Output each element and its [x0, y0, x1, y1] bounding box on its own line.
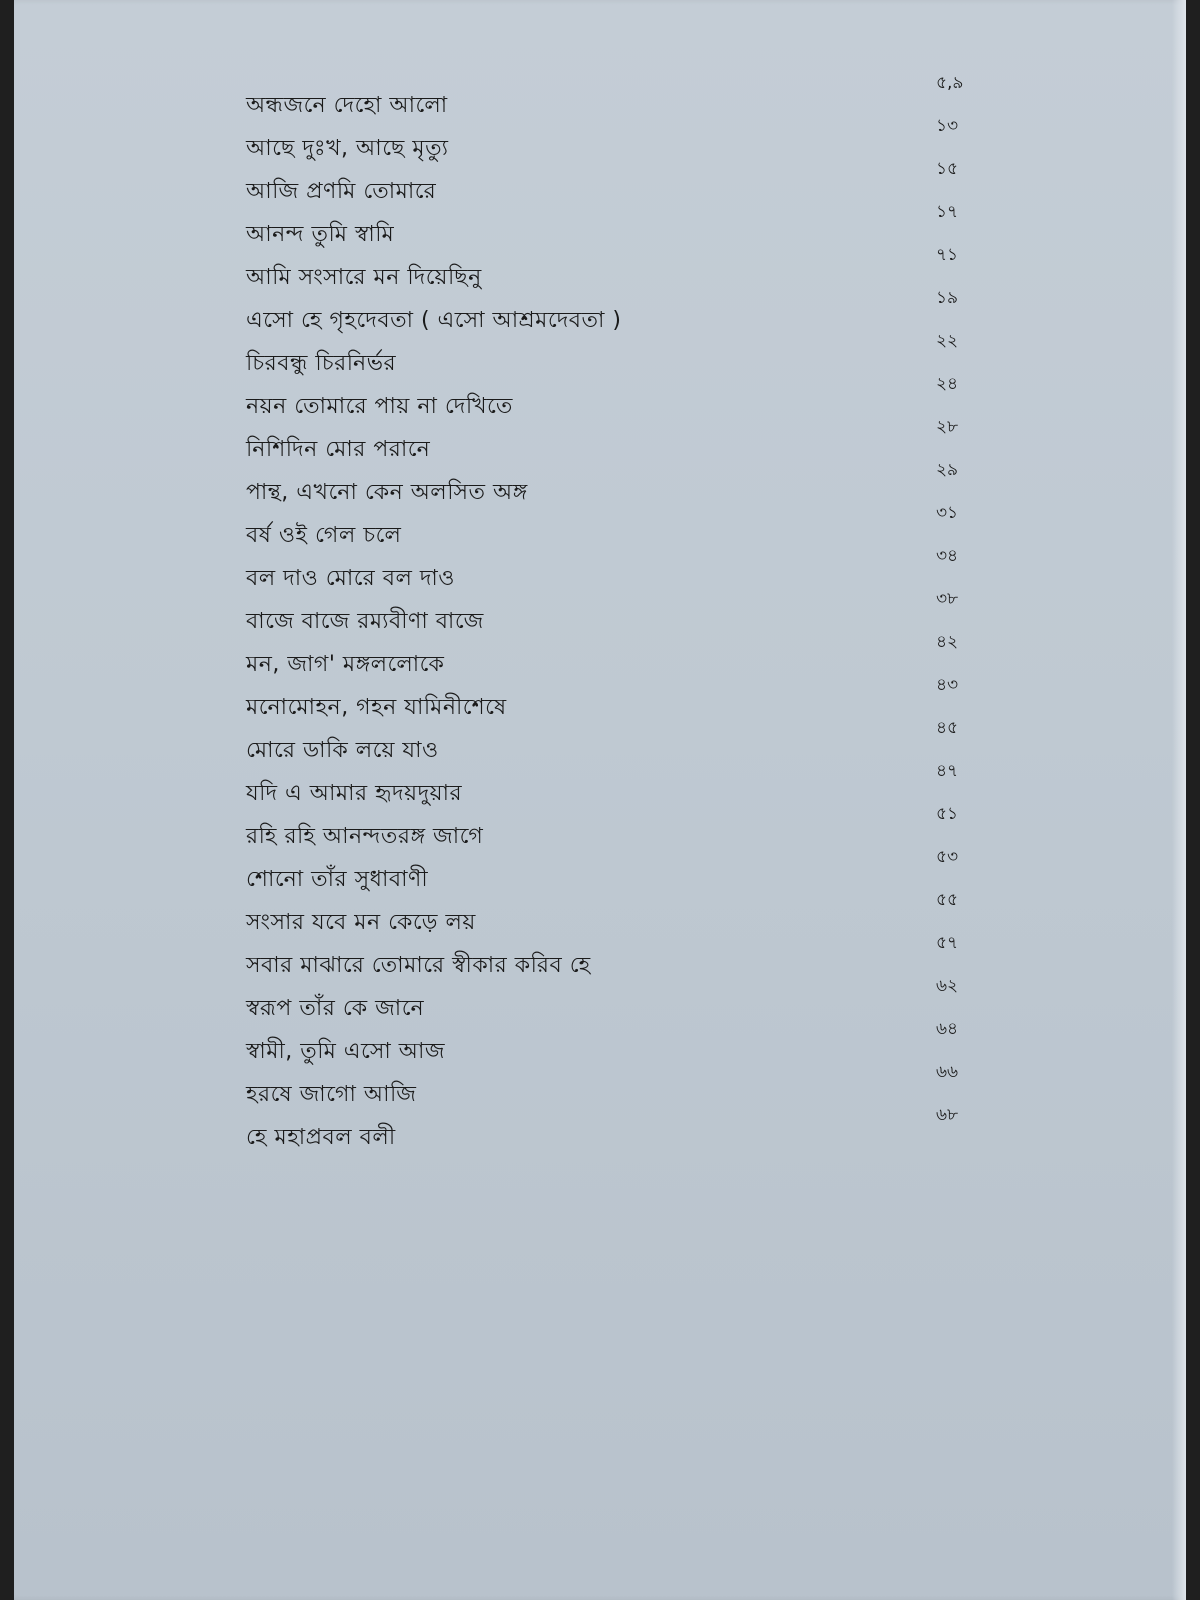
- toc-entry-title: আমি সংসারে মন দিয়েছিনু: [246, 265, 482, 290]
- toc-entry-title: বল দাও মোরে বল দাও: [246, 566, 455, 591]
- toc-entry-title: স্বরূপ তাঁর কে জানে: [246, 996, 425, 1021]
- toc-entry-title: সংসার যবে মন কেড়ে লয়: [246, 910, 476, 935]
- toc-entry: [246, 285, 986, 333]
- toc-entry: [246, 801, 986, 849]
- toc-entry: [246, 242, 986, 290]
- toc-entry-title: রহি রহি আনন্দতরঙ্গ জাগে: [246, 824, 484, 849]
- toc-entry-page-number: ৬৮: [936, 1105, 959, 1125]
- toc-entry-page-number: ২৪: [936, 374, 959, 394]
- toc-entry-page-number: ১৩: [936, 116, 959, 136]
- toc-entry: [246, 371, 986, 419]
- toc-entry-title: মনোমোহন, গহন যামিনীশেষে: [246, 695, 507, 720]
- toc-entry-title: আনন্দ তুমি স্বামি: [246, 222, 395, 247]
- toc-entry: [246, 629, 986, 677]
- document-page: [14, 0, 1186, 1600]
- toc-entry: [246, 156, 986, 204]
- toc-entry: [246, 414, 986, 462]
- toc-entry-page-number: ৫৫: [936, 890, 959, 910]
- toc-entry-page-number: ৩৮: [936, 589, 959, 609]
- toc-entry-page-number: ২৮: [936, 417, 959, 437]
- toc-entry-title: নয়ন তোমারে পায় না দেখিতে: [246, 394, 513, 419]
- toc-entry: [246, 586, 986, 634]
- toc-entry: [246, 973, 986, 1021]
- toc-entry: [246, 887, 986, 935]
- toc-entry-title: শোনো তাঁর সুধাবাণী: [246, 867, 429, 892]
- toc-entry-title: বাজে বাজে রম্যবীণা বাজে: [246, 609, 484, 634]
- toc-entry-page-number: ৭১: [936, 245, 959, 265]
- toc-entry-page-number: ৫,৯: [936, 73, 964, 93]
- toc-entry-page-number: ৬২: [936, 976, 959, 996]
- toc-entry-page-number: ৪২: [936, 632, 959, 652]
- toc-entry-page-number: ১৫: [936, 159, 959, 179]
- toc-entry-title: যদি এ আমার হৃদয়দুয়ার: [246, 781, 463, 806]
- toc-entry: [246, 113, 986, 161]
- toc-entry-title: নিশিদিন মোর পরানে: [246, 437, 431, 462]
- toc-entry-page-number: ১৯: [936, 288, 959, 308]
- toc-entry-page-number: ৬৬: [936, 1062, 959, 1082]
- toc-entry-title: পান্থ, এখনো কেন অলসিত অঙ্গ: [246, 480, 528, 505]
- toc-entry: [246, 758, 986, 806]
- toc-entry-page-number: ৪৩: [936, 675, 959, 695]
- toc-entry-title: মন, জাগ' মঙ্গললোকে: [246, 652, 445, 677]
- toc-entry: [246, 1102, 986, 1150]
- toc-entry: [246, 199, 986, 247]
- toc-entry-title: আছে দুঃখ, আছে মৃত্যু: [246, 136, 449, 161]
- toc-entry-title: হরষে জাগো আজি: [246, 1082, 417, 1107]
- toc-entry-page-number: ১৭: [936, 202, 959, 222]
- toc-entry: [246, 543, 986, 591]
- toc-entry-title: হে মহাপ্রবল বলী: [246, 1125, 396, 1150]
- toc-entry-title: মোরে ডাকি লয়ে যাও: [246, 738, 439, 763]
- toc-entry: [246, 672, 986, 720]
- toc-entry-page-number: ৩৪: [936, 546, 959, 566]
- toc-entry-page-number: ২৯: [936, 460, 959, 480]
- toc-entry: [246, 328, 986, 376]
- toc-entry-page-number: ৫৭: [936, 933, 959, 953]
- page-edge: [1172, 0, 1186, 1600]
- toc-entry-title: চিরবন্ধু চিরনির্ভর: [246, 351, 397, 376]
- toc-entry-page-number: ৫৩: [936, 847, 959, 867]
- toc-entry-page-number: ৬৪: [936, 1019, 959, 1039]
- toc-entry-title: সবার মাঝারে তোমারে স্বীকার করিব হে: [246, 953, 591, 978]
- toc-entry-title: আজি প্রণমি তোমারে: [246, 179, 437, 204]
- toc-entry-page-number: ২২: [936, 331, 959, 351]
- toc-entry: [246, 930, 986, 978]
- toc-entry: [246, 1059, 986, 1107]
- toc-entry-page-number: ৪৭: [936, 761, 959, 781]
- toc-entry: [246, 70, 986, 118]
- toc-entry-title: স্বামী, তুমি এসো আজ: [246, 1039, 446, 1064]
- toc-entry-title: অন্ধজনে দেহো আলো: [246, 93, 448, 118]
- toc-entry-title: এসো হে গৃহদেবতা ( এসো আশ্রমদেবতা ): [246, 308, 622, 333]
- toc-entry: [246, 715, 986, 763]
- toc-entry: [246, 500, 986, 548]
- toc-entry-title: বর্ষ ওই গেল চলে: [246, 523, 402, 548]
- toc-entry: [246, 844, 986, 892]
- toc-entry-page-number: ৩১: [936, 503, 959, 523]
- toc-entry: [246, 457, 986, 505]
- toc-entry-page-number: ৫১: [936, 804, 959, 824]
- table-of-contents: [246, 70, 986, 1150]
- toc-entry-page-number: ৪৫: [936, 718, 959, 738]
- toc-entry: [246, 1016, 986, 1064]
